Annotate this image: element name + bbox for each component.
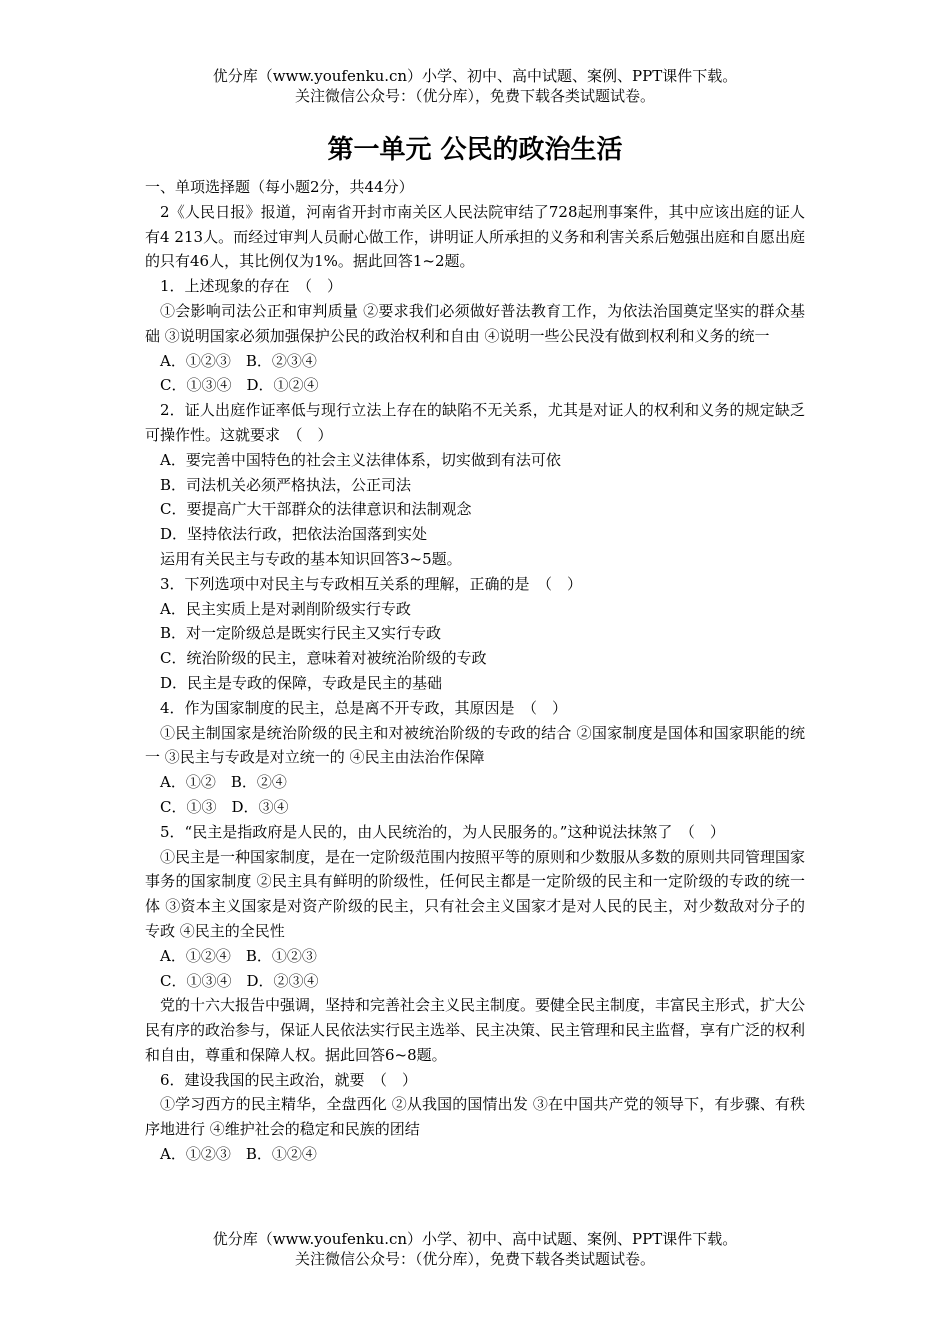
question-2-option-b: B．司法机关必须严格执法，公正司法 <box>160 475 412 494</box>
question-1-statements: ①会影响司法公正和审判质量 ②要求我们必须做好普法教育工作，为依法治国奠定坚实的群众基础 ③说明国家必须加强保护公民的政治权利和自由 ④说明一些公民没有做到权利和义务的统一 <box>145 301 805 345</box>
question-5-options-cd: C．①③④ D．②③④ <box>160 971 319 990</box>
question-5-statements: ①民主是一种国家制度，是在一定阶级范围内按照平等的原则和少数服从多数的原则共同管理国家事务的国家制度 ②民主具有鲜明的阶级性，任何民主都是一定阶级的民主和一定阶级的专政的统一体 ③资本主义国家是对资产阶级的民主，只有社会主义国家才是对人民的民主，对少数敌对分子的专政 ④民主的全民性 <box>145 847 806 940</box>
passage-2: 运用有关民主与专政的基本知识回答3~5题。 <box>160 549 462 568</box>
question-5-options-ab: A．①②④ B．①②③ <box>160 946 317 965</box>
document-title: 第一单元 公民的政治生活 <box>327 135 623 165</box>
question-4-options-cd: C．①③ D．③④ <box>160 797 289 816</box>
question-1-options-ab: A．①②③ B．②③④ <box>160 351 317 370</box>
question-6-statements: ①学习西方的民主精华，全盘西化 ②从我国的国情出发 ③在中国共产党的领导下，有步骤、有秩序地进行 ④维护社会的稳定和民族的团结 <box>145 1095 805 1139</box>
page-footer <box>0 1229 950 1269</box>
footer-line-1: 优分库（www.youfenku.cn）小学、初中、高中试题、案例、PPT课件下载。 <box>212 1230 738 1248</box>
question-3-option-c: C．统治阶级的民主，意味着对被统治阶级的专政 <box>160 649 487 668</box>
question-2: 2．证人出庭作证率低与现行立法上存在的缺陷不无关系，尤其是对证人的权利和义务的规定缺乏可操作性。这就要求 （ ） <box>145 401 805 444</box>
question-5: 5．“民主是指政府是人民的，由人民统治的，为人民服务的。”这种说法抹煞了 （ ） <box>160 822 725 841</box>
question-2-option-c: C．要提高广大干部群众的法律意识和法制观念 <box>160 500 472 519</box>
question-4: 4．作为国家制度的民主，总是离不开专政，其原因是 （ ） <box>160 698 568 717</box>
passage-1: 2《人民日报》报道，河南省开封市南关区人民法院审结了728起刑事案件，其中应该出庭的证人有4 213人。而经过审判人员耐心做工作，讲明证人所承担的义务和利害关系后勉强出庭和自愿出庭的只有46人，其比例仅为1%。据此回答1~2题。 <box>145 202 805 271</box>
passage-3: 党的十六大报告中强调，坚持和完善社会主义民主制度。要健全民主制度，丰富民主形式，扩大公民有序的政治参与，保证人民依法实行民主选举、民主决策、民主管理和民主监督，享有广泛的权利和自由，尊重和保障人权。据此回答6~8题。 <box>145 996 806 1064</box>
question-6-options-ab: A．①②③ B．①②④ <box>160 1145 317 1164</box>
question-2-option-d: D．坚持依法行政，把依法治国落到实处 <box>160 525 428 544</box>
header-line-1: 优分库（www.youfenku.cn）小学、初中、高中试题、案例、PPT课件下载。 <box>212 67 738 85</box>
footer-line-2: 关注微信公众号：（优分库），免费下载各类试题试卷。 <box>294 1250 655 1268</box>
question-1: 1．上述现象的存在 （ ） <box>160 277 343 296</box>
question-3-option-a: A．民主实质上是对剥削阶级实行专政 <box>160 599 411 618</box>
section-heading: 一、单项选择题（每小题2分，共44分） <box>145 178 414 196</box>
question-3-option-d: D．民主是专政的保障，专政是民主的基础 <box>160 673 443 692</box>
question-1-options-cd: C．①③④ D．①②④ <box>160 376 319 395</box>
question-6: 6．建设我国的民主政治，就要 （ ） <box>160 1070 418 1089</box>
question-4-options-ab: A．①② B．②④ <box>160 773 287 792</box>
question-3-option-b: B．对一定阶级总是既实行民主又实行专政 <box>160 624 442 643</box>
header-line-2: 关注微信公众号：（优分库），免费下载各类试题试卷。 <box>294 87 655 105</box>
question-4-statements: ①民主制国家是统治阶级的民主和对被统治阶级的专政的结合 ②国家制度是国体和国家职能的统一 ③民主与专政是对立统一的 ④民主由法治作保障 <box>145 723 805 767</box>
question-2-option-a: A．要完善中国特色的社会主义法律体系，切实做到有法可依 <box>160 450 561 469</box>
page-header <box>0 66 950 106</box>
question-3: 3．下列选项中对民主与专政相互关系的理解，正确的是 （ ） <box>160 574 583 593</box>
document-body <box>145 175 805 1167</box>
